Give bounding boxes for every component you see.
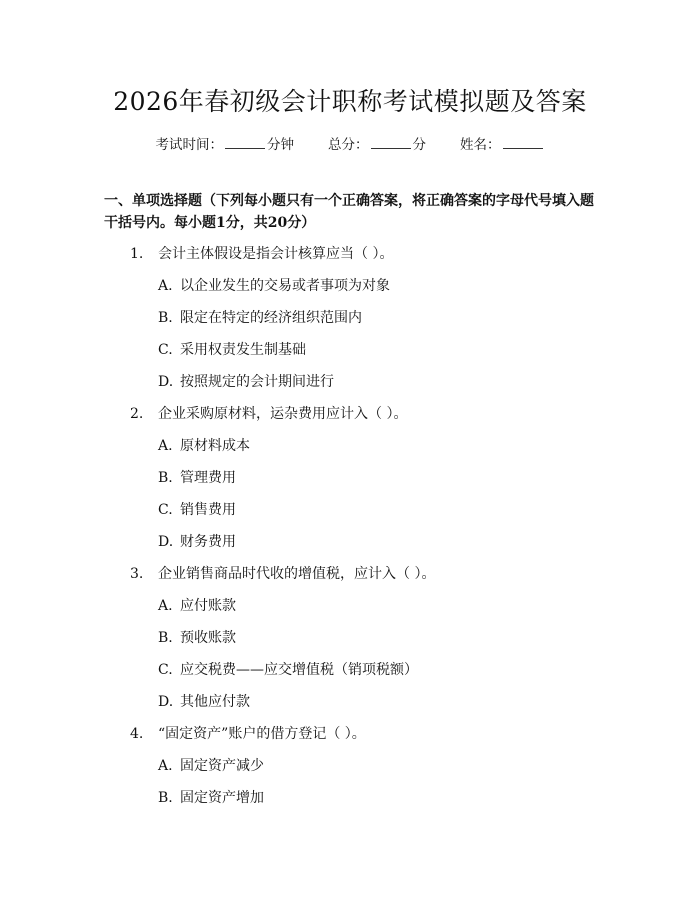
score-unit: 分 bbox=[412, 137, 426, 153]
option-1b bbox=[158, 307, 362, 327]
question-number: 3. bbox=[130, 566, 144, 582]
option-2b bbox=[158, 467, 236, 487]
option-text: 预收账款 bbox=[180, 630, 236, 646]
option-text: 采用权责发生制基础 bbox=[180, 342, 306, 358]
option-text: 固定资产减少 bbox=[180, 758, 264, 774]
score-label: 总分： bbox=[328, 137, 369, 153]
question-1 bbox=[130, 243, 393, 263]
option-letter: B. bbox=[158, 790, 173, 806]
option-text: 管理费用 bbox=[180, 470, 236, 486]
option-letter: A. bbox=[158, 278, 173, 294]
question-2 bbox=[130, 403, 407, 423]
question-text: 会计主体假设是指会计核算应当（ ）。 bbox=[158, 246, 394, 262]
time-label: 考试时间： bbox=[155, 137, 223, 153]
name-label: 姓名： bbox=[460, 137, 501, 153]
option-2d bbox=[158, 531, 236, 551]
option-4b bbox=[158, 787, 264, 807]
option-text: 销售费用 bbox=[180, 502, 236, 518]
question-4 bbox=[130, 723, 366, 743]
option-text: 按照规定的会计期间进行 bbox=[180, 374, 334, 390]
option-letter: A. bbox=[158, 758, 173, 774]
question-number: 1. bbox=[130, 246, 144, 262]
question-number: 4. bbox=[130, 726, 144, 742]
total-score bbox=[328, 133, 426, 153]
option-3a bbox=[158, 595, 236, 615]
option-letter: A. bbox=[158, 598, 173, 614]
question-text: “固定资产”账户的借方登记（ ）。 bbox=[158, 726, 366, 742]
question-3 bbox=[130, 563, 435, 583]
option-text: 限定在特定的经济组织范围内 bbox=[180, 310, 362, 326]
option-text: 应付账款 bbox=[180, 598, 236, 614]
question-text: 企业销售商品时代收的增值税，应计入（ ）。 bbox=[158, 566, 436, 582]
option-letter: C. bbox=[158, 662, 173, 678]
student-name bbox=[460, 133, 545, 153]
option-letter: A. bbox=[158, 438, 173, 454]
option-letter: B. bbox=[158, 630, 173, 646]
option-3d bbox=[158, 691, 250, 711]
name-blank bbox=[503, 136, 543, 149]
option-letter: B. bbox=[158, 310, 173, 326]
option-3c bbox=[158, 659, 418, 679]
option-text: 其他应付款 bbox=[180, 694, 250, 710]
option-letter: D. bbox=[158, 534, 174, 550]
page-title: 2026年春初级会计职称考试模拟题及答案 bbox=[113, 87, 587, 116]
option-2a bbox=[158, 435, 250, 455]
time-unit: 分钟 bbox=[267, 137, 294, 153]
exam-time bbox=[156, 133, 295, 153]
option-1a bbox=[158, 275, 390, 295]
question-number: 2. bbox=[130, 406, 144, 422]
option-text: 财务费用 bbox=[180, 534, 236, 550]
exam-meta bbox=[0, 133, 700, 153]
option-letter: C. bbox=[158, 342, 173, 358]
section-heading: 一、单项选择题（下列每小题只有一个正确答案，将正确答案的字母代号填入题干括号内。每小题1分，共20分） bbox=[104, 193, 594, 231]
option-text: 原材料成本 bbox=[180, 438, 250, 454]
score-blank bbox=[371, 136, 411, 149]
option-1c bbox=[158, 339, 306, 359]
option-letter: D. bbox=[158, 694, 174, 710]
option-4a bbox=[158, 755, 264, 775]
option-letter: D. bbox=[158, 374, 174, 390]
option-text: 以企业发生的交易或者事项为对象 bbox=[180, 278, 390, 294]
option-letter: C. bbox=[158, 502, 173, 518]
option-letter: B. bbox=[158, 470, 173, 486]
time-blank bbox=[225, 136, 265, 149]
question-text: 企业采购原材料，运杂费用应计入（ ）。 bbox=[158, 406, 408, 422]
option-text: 固定资产增加 bbox=[180, 790, 264, 806]
option-3b bbox=[158, 627, 236, 647]
option-2c bbox=[158, 499, 236, 519]
option-1d bbox=[158, 371, 334, 391]
option-text: 应交税费——应交增值税（销项税额） bbox=[180, 662, 418, 678]
